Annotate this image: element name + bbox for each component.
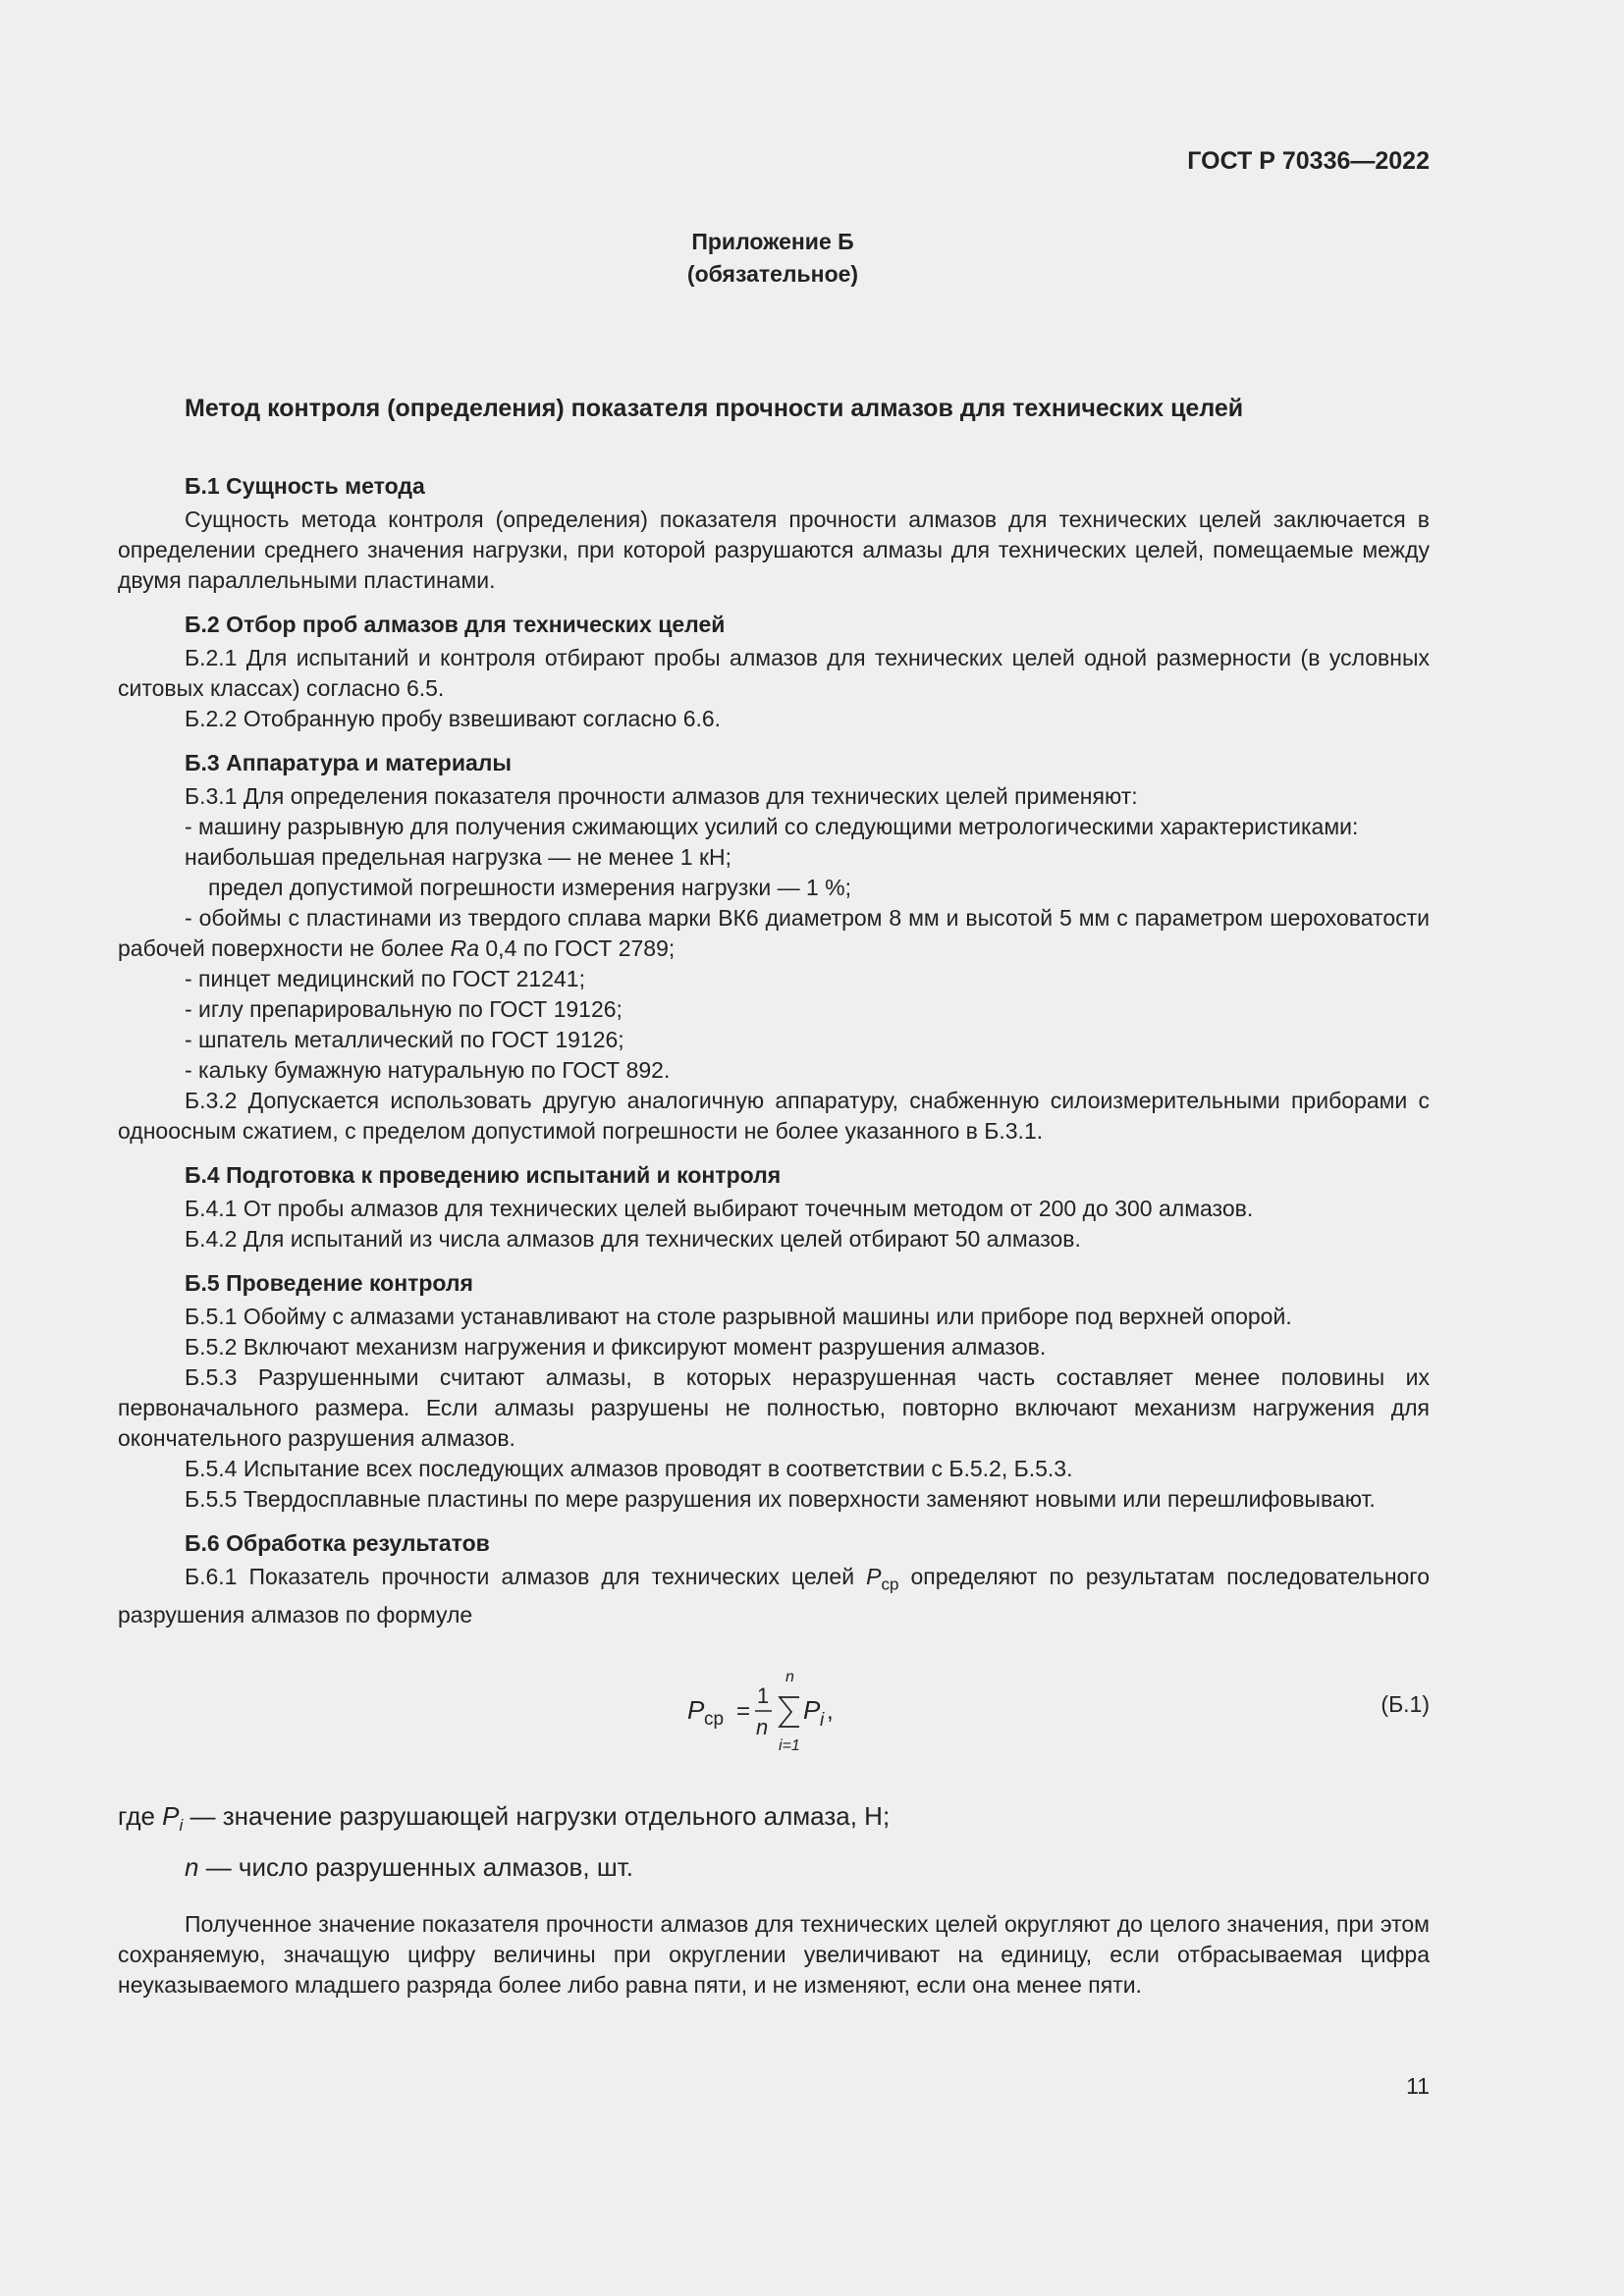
document-body — [118, 471, 1430, 2001]
legend-text: — значение разрушающей нагрузки отдельного алмаза, Н; — [183, 1800, 891, 1831]
legend-item — [118, 1846, 1430, 1888]
formula-graphic — [687, 1660, 1001, 1768]
annex-heading — [0, 226, 1545, 291]
paragraph: Б.5.3 Разрушенными считают алмазы, в которых неразрушенная часть составляет менее половины их первоначального размера. Если алмазы разрушены не полностью, повторно включают механизм нагружения для окончательного разрушения алмазов. — [118, 1364, 1430, 1451]
section-heading-b2: Б.2 Отбор проб алмазов для технических целей — [185, 612, 726, 637]
formula-equals: = — [736, 1697, 751, 1725]
sum-lower-limit: i=1 — [779, 1736, 800, 1754]
paragraph: Б.3.1 Для определения показателя прочности алмазов для технических целей применяют: — [185, 783, 1138, 809]
document-code: ГОСТ Р 70336—2022 — [1187, 147, 1430, 175]
list-item — [118, 903, 1430, 964]
summation-icon — [780, 1697, 799, 1727]
formula-number: (Б.1) — [1380, 1690, 1430, 1717]
formula-comma: , — [827, 1697, 834, 1725]
sum-upper-limit: n — [785, 1668, 794, 1685]
paragraph: Б.5.4 Испытание всех последующих алмазов проводят в соответствии с Б.5.2, Б.5.3. — [185, 1456, 1073, 1481]
formula-lhs-subscript: ср — [704, 1708, 725, 1730]
list-subitem: предел допустимой погрешности измерения нагрузки — 1 %; — [208, 875, 852, 900]
symbol-subscript: ср — [881, 1575, 899, 1594]
formula-term: P — [803, 1694, 821, 1725]
legend-symbol: P — [162, 1800, 180, 1831]
formula-denominator: n — [756, 1714, 769, 1739]
formula-term-subscript: i — [820, 1709, 825, 1731]
list-item: - иглу препарировальную по ГОСТ 19126; — [185, 996, 623, 1022]
annex-title: Приложение Б — [691, 229, 854, 254]
formula-lhs: P — [687, 1694, 705, 1725]
paragraph: Б.5.1 Обойму с алмазами устанавливают на столе разрывной машины или приборе под верхней опорой. — [185, 1304, 1292, 1329]
annex-status: (обязательное) — [686, 261, 859, 287]
text-fragment: 0,4 по ГОСТ 2789; — [479, 935, 676, 961]
section-heading-b6: Б.6 Обработка результатов — [185, 1530, 490, 1556]
list-item: - машину разрывную для получения сжимающих усилий со следующими метрологическими характеристиками: — [185, 814, 1359, 839]
roughness-symbol: Ra — [450, 935, 479, 961]
paragraph: Б.4.2 Для испытаний из числа алмазов для технических целей отбирают 50 алмазов. — [185, 1226, 1081, 1252]
paragraph: Б.2.2 Отобранную пробу взвешивают согласно 6.6. — [185, 706, 722, 731]
list-item: - шпатель металлический по ГОСТ 19126; — [185, 1027, 624, 1052]
formula-b1 — [118, 1660, 1430, 1768]
symbol-p: P — [866, 1564, 882, 1589]
paragraph: Б.5.2 Включают механизм нагружения и фиксируют момент разрушения алмазов. — [185, 1334, 1047, 1360]
legend-symbol: n — [185, 1851, 199, 1882]
text-fragment: определяют по результатам последовательного разрушения алмазов по формуле — [118, 1564, 1430, 1628]
formula-legend — [118, 1795, 1430, 1888]
paragraph — [118, 1562, 1430, 1630]
legend-prefix: где — [118, 1800, 163, 1831]
list-subitem: наибольшая предельная нагрузка — не менее 1 кН; — [185, 844, 732, 870]
section-heading-b3: Б.3 Аппаратура и материалы — [185, 750, 513, 775]
paragraph: Б.3.2 Допускается использовать другую аналогичную аппаратуру, снабженную силоизмерительными приборами с одноосным сжатием, с пределом допустимой погрешности не более указанного в Б.3.1. — [118, 1088, 1430, 1144]
text-fragment: Б.6.1 Показатель прочности алмазов для технических целей — [185, 1564, 867, 1589]
list-item: - кальку бумажную натуральную по ГОСТ 892. — [185, 1057, 671, 1083]
legend-symbol-subscript: i — [179, 1815, 184, 1835]
paragraph: Полученное значение показателя прочности алмазов для технических целей округляют до целого значения, при этом сохраняемую, значащую цифру величины при округлении увеличивают на единицу, если отбрасываемая цифра неуказываемого младшего разряда более либо равна пяти, и не изменяют, если она менее пяти. — [118, 1910, 1430, 1998]
paragraph: Б.4.1 От пробы алмазов для технических целей выбирают точечным методом от 200 до 300 алмазов. — [185, 1196, 1254, 1221]
legend-text: — число разрушенных алмазов, шт. — [198, 1851, 633, 1882]
page-number: 11 — [1406, 2073, 1430, 2099]
main-title: Метод контроля (определения) показателя прочности алмазов для технических целей — [185, 395, 1244, 422]
paragraph: Б.2.1 Для испытаний и контроля отбирают пробы алмазов для технических целей одной размерности (в условных ситовых классах) согласно 6.5. — [118, 645, 1430, 701]
legend-item — [118, 1795, 1430, 1846]
formula-numerator: 1 — [757, 1682, 770, 1708]
paragraph: Сущность метода контроля (определения) показателя прочности алмазов для технических целей заключается в определении среднего значения нагрузки, при которой разрушаются алмазы для технических целей, помещаемые между двумя параллельными пластинами. — [118, 507, 1430, 593]
paragraph: Б.5.5 Твердосплавные пластины по мере разрушения их поверхности заменяют новыми или перешлифовывают. — [185, 1486, 1376, 1512]
section-heading-b1: Б.1 Сущность метода — [185, 473, 425, 499]
section-heading-b5: Б.5 Проведение контроля — [185, 1270, 473, 1296]
section-heading-b4: Б.4 Подготовка к проведению испытаний и контроля — [185, 1162, 782, 1188]
text-fragment: - обоймы с пластинами из твердого сплава марки ВК6 диаметром 8 мм и высотой 5 мм с параметром шероховатости рабочей поверхности не более — [118, 905, 1430, 961]
list-item: - пинцет медицинский по ГОСТ 21241; — [185, 966, 585, 991]
